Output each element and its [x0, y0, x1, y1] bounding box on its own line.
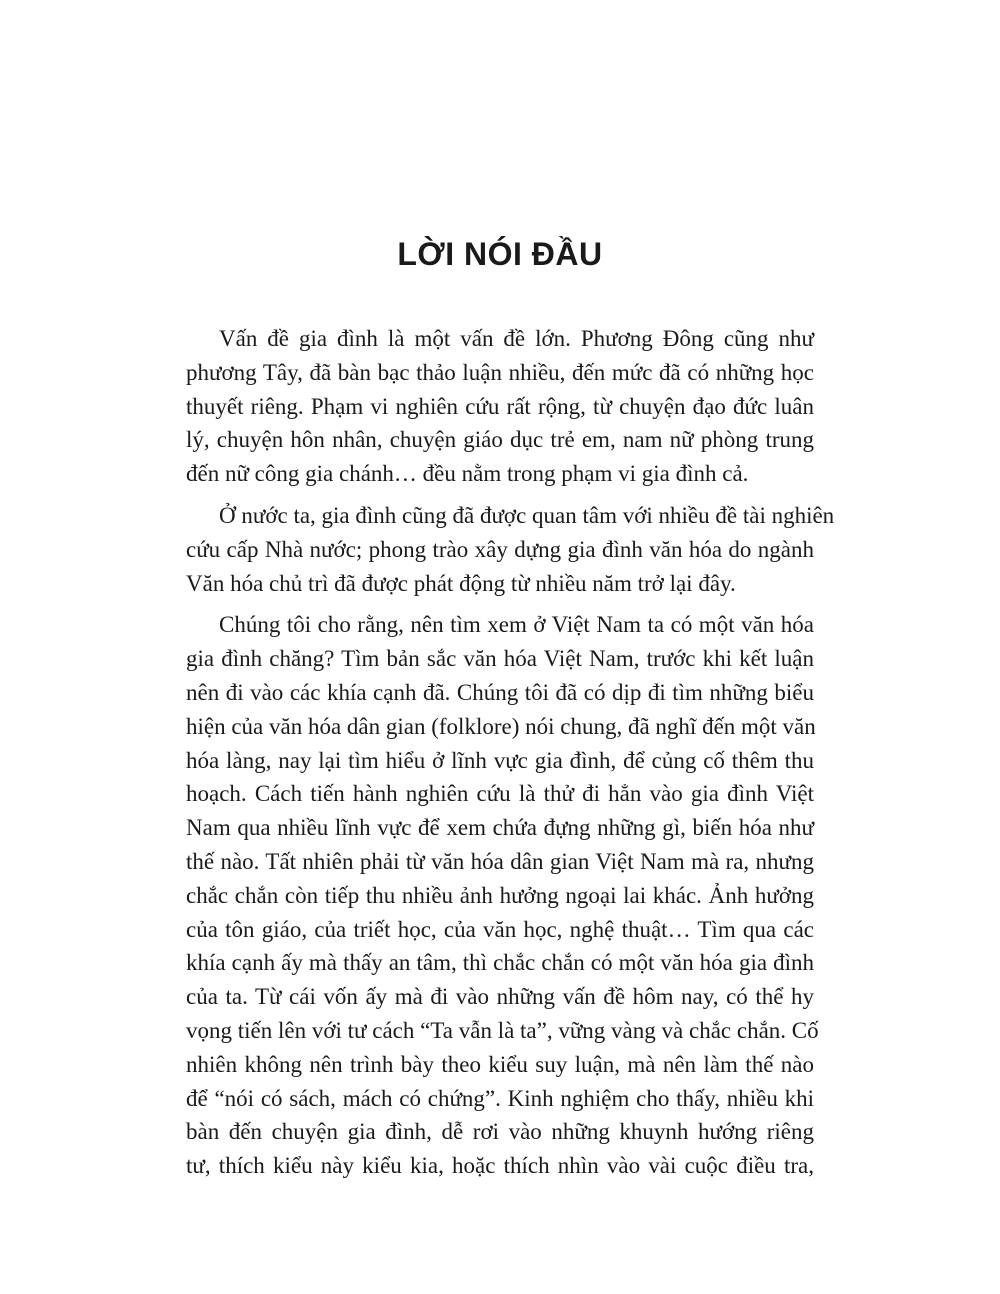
- paragraph-3: [186, 608, 819, 1183]
- text-line: Chúng tôi cho rằng, nên tìm xem ở Việt Nam ta có một văn hóa: [219, 612, 814, 638]
- text-line: tư, thích kiểu này kiểu kia, hoặc thích nhìn vào vài cuộc điều tra,: [186, 1153, 814, 1179]
- text-line: chắc chắn còn tiếp thu nhiều ảnh hưởng ngoại lai khác. Ảnh hưởng: [186, 882, 814, 908]
- text-line: cứu cấp Nhà nước; phong trào xây dựng gia đình văn hóa do ngành: [186, 536, 814, 562]
- text-line: để “nói có sách, mách có chứng”. Kinh nghiệm cho thấy, nhiều khi: [186, 1085, 814, 1111]
- text-line: đến nữ công gia chánh… đều nằm trong phạm vi gia đình cả.: [186, 461, 749, 487]
- text-line: phương Tây, đã bàn bạc thảo luận nhiều, đến mức đã có những học: [186, 359, 814, 385]
- text-line: thế nào. Tất nhiên phải từ văn hóa dân gian Việt Nam mà ra, nhưng: [186, 848, 814, 874]
- text-line: khía cạnh ấy mà thấy an tâm, thì chắc chắn có một văn hóa gia đình: [186, 950, 814, 976]
- text-line: lý, chuyện hôn nhân, chuyện giáo dục trẻ em, nam nữ phòng trung: [186, 427, 814, 453]
- text-line: Ở nước ta, gia đình cũng đã được quan tâm với nhiều đề tài nghiên: [219, 502, 835, 528]
- text-line: vọng tiến lên với tư cách “Ta vẫn là ta”, vững vàng và chắc chắn. Cố: [186, 1017, 819, 1043]
- text-line: nhiên không nên trình bày theo kiểu suy luận, mà nên làm thế nào: [186, 1051, 814, 1077]
- text-line: nên đi vào các khía cạnh đã. Chúng tôi đã có dịp đi tìm những biểu: [186, 679, 814, 705]
- text-line: của tôn giáo, của triết học, của văn học, nghệ thuật… Tìm qua các: [186, 916, 814, 942]
- paragraph-2: [186, 499, 835, 600]
- text-line: Vấn đề gia đình là một vấn đề lớn. Phương Đông cũng như: [219, 326, 814, 351]
- paragraph-1: [186, 322, 814, 491]
- text-line: gia đình chăng? Tìm bản sắc văn hóa Việt Nam, trước khi kết luận: [186, 646, 814, 672]
- text-line: hoạch. Cách tiến hành nghiên cứu là thử đi hẳn vào gia đình Việt: [186, 781, 814, 807]
- text-line: Văn hóa chủ trì đã được phát động từ nhiều năm trở lại đây.: [186, 570, 736, 596]
- preface-body: [186, 322, 835, 1191]
- text-line: hiện của văn hóa dân gian (folklore) nói chung, đã nghĩ đến một văn: [186, 713, 816, 739]
- text-line: Nam qua nhiều lĩnh vực để xem chứa đựng những gì, biến hóa như: [186, 815, 814, 841]
- text-line: bàn đến chuyện gia đình, dễ rơi vào những khuynh hướng riêng: [186, 1119, 814, 1145]
- text-line: hóa làng, nay lại tìm hiểu ở lĩnh vực gia đình, để củng cố thêm thu: [186, 747, 814, 773]
- text-line: thuyết riêng. Phạm vi nghiên cứu rất rộng, từ chuyện đạo đức luân: [186, 393, 814, 419]
- page-title: LỜI NÓI ĐẦU: [397, 236, 603, 272]
- text-line: của ta. Từ cái vốn ấy mà đi vào những vấn đề hôm nay, có thể hy: [186, 984, 814, 1010]
